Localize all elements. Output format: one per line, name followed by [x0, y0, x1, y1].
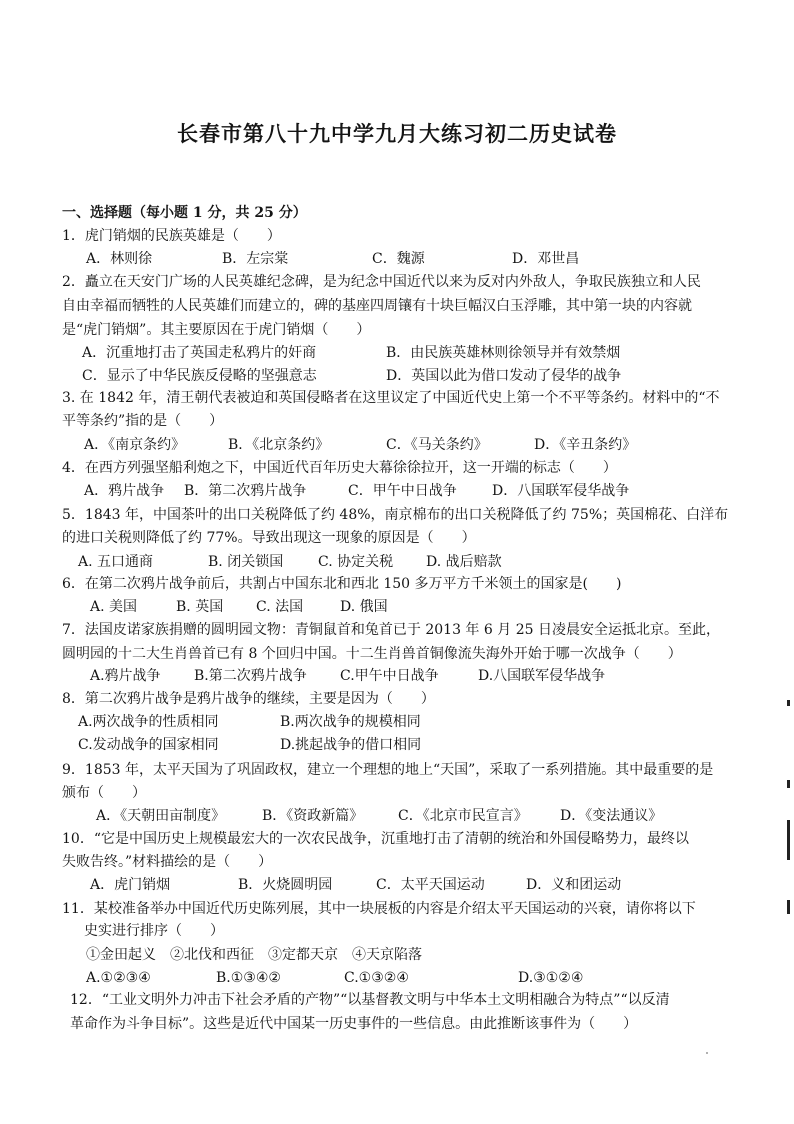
- question-7-line-1: 7．法国皮诺家族捐赠的圆明园文物：青铜鼠首和兔首已于 2013 年 6 月 25 日凌晨安全运抵北京。至此，: [62, 622, 720, 638]
- scan-edge-mark: [787, 820, 790, 860]
- question-10-line-1: 10．“它是中国历史上规模最宏大的一次农民战争，沉重地打击了清朝的统治和外国侵略势力，最终以: [62, 831, 689, 847]
- question-2-option-d: D．英国以此为借口发动了侵华的战争: [386, 368, 622, 384]
- question-5-option-d: D. 战后赔款: [426, 554, 502, 570]
- question-2-option-b: B．由民族英雄林则徐领导并有效禁烟: [386, 345, 621, 361]
- question-3-option-b: B．《北京条约》: [228, 437, 330, 453]
- question-11-option-c: C.①③②④: [344, 970, 409, 986]
- question-11-line-1: 11．某校准备举办中国近代历史陈列展，其中一块展板的内容是介绍太平天国运动的兴衰，请你将以下: [62, 901, 696, 917]
- scan-edge-mark: [787, 900, 790, 914]
- question-3-option-a: A．《南京条约》: [84, 437, 186, 453]
- question-2-line-3: 是“虎门销烟”。其主要原因在于虎门销烟（ ）: [62, 322, 371, 338]
- question-9-option-a: A．《天朝田亩制度》: [96, 808, 226, 824]
- question-3-option-c: C．《马关条约》: [386, 437, 488, 453]
- scan-edge-mark: [787, 700, 790, 706]
- question-8-option-b: B.两次战争的规模相同: [280, 714, 421, 730]
- question-9-line-2: 颁布（ ）: [62, 785, 146, 801]
- question-6-option-a: A. 美国: [90, 599, 138, 615]
- question-7-option-c: C.甲午中日战争: [340, 668, 439, 684]
- question-12-line-2: 革命作为斗争目标”。这些是近代中国某一历史事件的一些信息。由此推断该事件为（ ）: [70, 1016, 638, 1032]
- question-10-option-a: A．虎门销烟: [90, 877, 171, 893]
- question-2-option-c: C．显示了中华民族反侵略的坚强意志: [82, 368, 317, 384]
- question-8-option-d: D.挑起战争的借口相同: [280, 737, 422, 753]
- question-9-option-c: C．《北京市民宣言》: [398, 808, 528, 824]
- question-4-option-b: B．第二次鸦片战争: [184, 483, 307, 499]
- question-6-option-b: B. 英国: [176, 599, 224, 615]
- question-1-option-b: B．左宗棠: [222, 251, 289, 267]
- scan-speck: [706, 1052, 708, 1054]
- question-3-option-d: D．《辛丑条约》: [534, 437, 637, 453]
- question-9-option-b: B．《资政新篇》: [262, 808, 364, 824]
- question-4-option-d: D．八国联军侵华战争: [492, 483, 630, 499]
- question-5-option-c: C. 协定关税: [318, 554, 394, 570]
- question-1-option-c: C．魏源: [372, 251, 425, 267]
- question-8-option-a: A.两次战争的性质相同: [78, 714, 219, 730]
- question-11-option-b: B.①③④②: [216, 970, 281, 986]
- question-11-line-2: 史实进行排序（ ）: [84, 923, 224, 939]
- question-3-line-1: 3. 在 1842 年，清王朝代表被迫和英国侵略者在这里议定了中国近代史上第一个不平等条约。材料中的“不: [62, 390, 720, 406]
- question-11-option-a: A.①②③④: [86, 970, 151, 986]
- question-4-option-a: A．鸦片战争: [84, 483, 165, 499]
- question-8-option-c: C.发动战争的国家相同: [78, 737, 219, 753]
- question-5-option-b: B. 闭关锁国: [208, 554, 284, 570]
- question-10-option-b: B．火烧圆明园: [238, 877, 333, 893]
- scan-edge-mark: [787, 780, 790, 788]
- question-1-option-d: D．邓世昌: [512, 251, 580, 267]
- question-7-option-a: A.鸦片战争: [90, 668, 161, 684]
- question-2-option-a: A．沉重地打击了英国走私鸦片的奸商: [82, 345, 317, 361]
- question-10-option-c: C．太平天国运动: [376, 877, 485, 893]
- question-1-stem: 1．虎门销烟的民族英雄是（ ）: [62, 228, 281, 244]
- question-7-line-2: 圆明园的十二大生肖兽首已有 8 个回归中国。十二生肖兽首铜像流失海外开始于哪一次战争（ ）: [62, 646, 682, 662]
- question-11-option-d: D.③①②④: [518, 970, 584, 986]
- question-11-facts: ①金田起义 ②北伐和西征 ③定都天京 ④天京陷落: [86, 947, 422, 963]
- question-5-line-2: 的进口关税则降低了约 77%。导致出现这一现象的原因是（ ）: [62, 530, 476, 546]
- question-6-stem: 6．在第二次鸦片战争前后，共割占中国东北和西北 150 多万平方千米领土的国家是( ): [62, 576, 622, 592]
- question-9-line-1: 9．1853 年，太平天国为了巩固政权，建立一个理想的地上“天国”，采取了一系列措施。其中最重要的是: [62, 762, 714, 778]
- question-2-line-2: 自由幸福而牺牲的人民英雄们而建立的，碑的基座四周镶有十块巨幅汉白玉浮雕，其中第一块的内容就: [62, 298, 692, 314]
- exam-title: 长春市第八十九中学九月大练习初二历史试卷: [177, 122, 617, 146]
- section-heading: 一、选择题（每小题 1 分，共 25 分）: [62, 205, 307, 221]
- question-10-option-d: D．义和团运动: [526, 877, 622, 893]
- question-8-stem: 8．第二次鸦片战争是鸦片战争的继续，主要是因为（ ）: [62, 691, 435, 707]
- question-4-stem: 4．在西方列强坚船利炮之下，中国近代百年历史大幕徐徐拉开，这一开端的标志（ ）: [62, 460, 617, 476]
- question-4-option-c: C．甲午中日战争: [348, 483, 457, 499]
- question-7-option-b: B.第二次鸦片战争: [194, 668, 307, 684]
- question-5-line-1: 5．1843 年，中国茶叶的出口关税降低了约 48%，南京棉布的出口关税降低了约 75%；英国棉花、白洋布: [62, 507, 729, 523]
- question-6-option-c: C. 法国: [256, 599, 304, 615]
- question-5-option-a: A. 五口通商: [78, 554, 154, 570]
- question-10-line-2: 失败告终。”材料描绘的是（ ）: [62, 854, 273, 870]
- question-2-line-1: 2．矗立在天安门广场的人民英雄纪念碑，是为纪念中国近代以来为反对内外敌人，争取民族独立和人民: [62, 274, 701, 290]
- question-9-option-d: D．《变法通议》: [560, 808, 663, 824]
- question-7-option-d: D.八国联军侵华战争: [478, 668, 606, 684]
- question-12-line-1: 12．“工业文明外力冲击下社会矛盾的产物”“以基督教文明与中华本土文明相融合为特点”“以反清: [70, 992, 670, 1008]
- question-3-line-2: 平等条约”指的是（ ）: [62, 413, 224, 429]
- question-1-option-a: A．林则徐: [86, 251, 153, 267]
- question-6-option-d: D. 俄国: [340, 599, 388, 615]
